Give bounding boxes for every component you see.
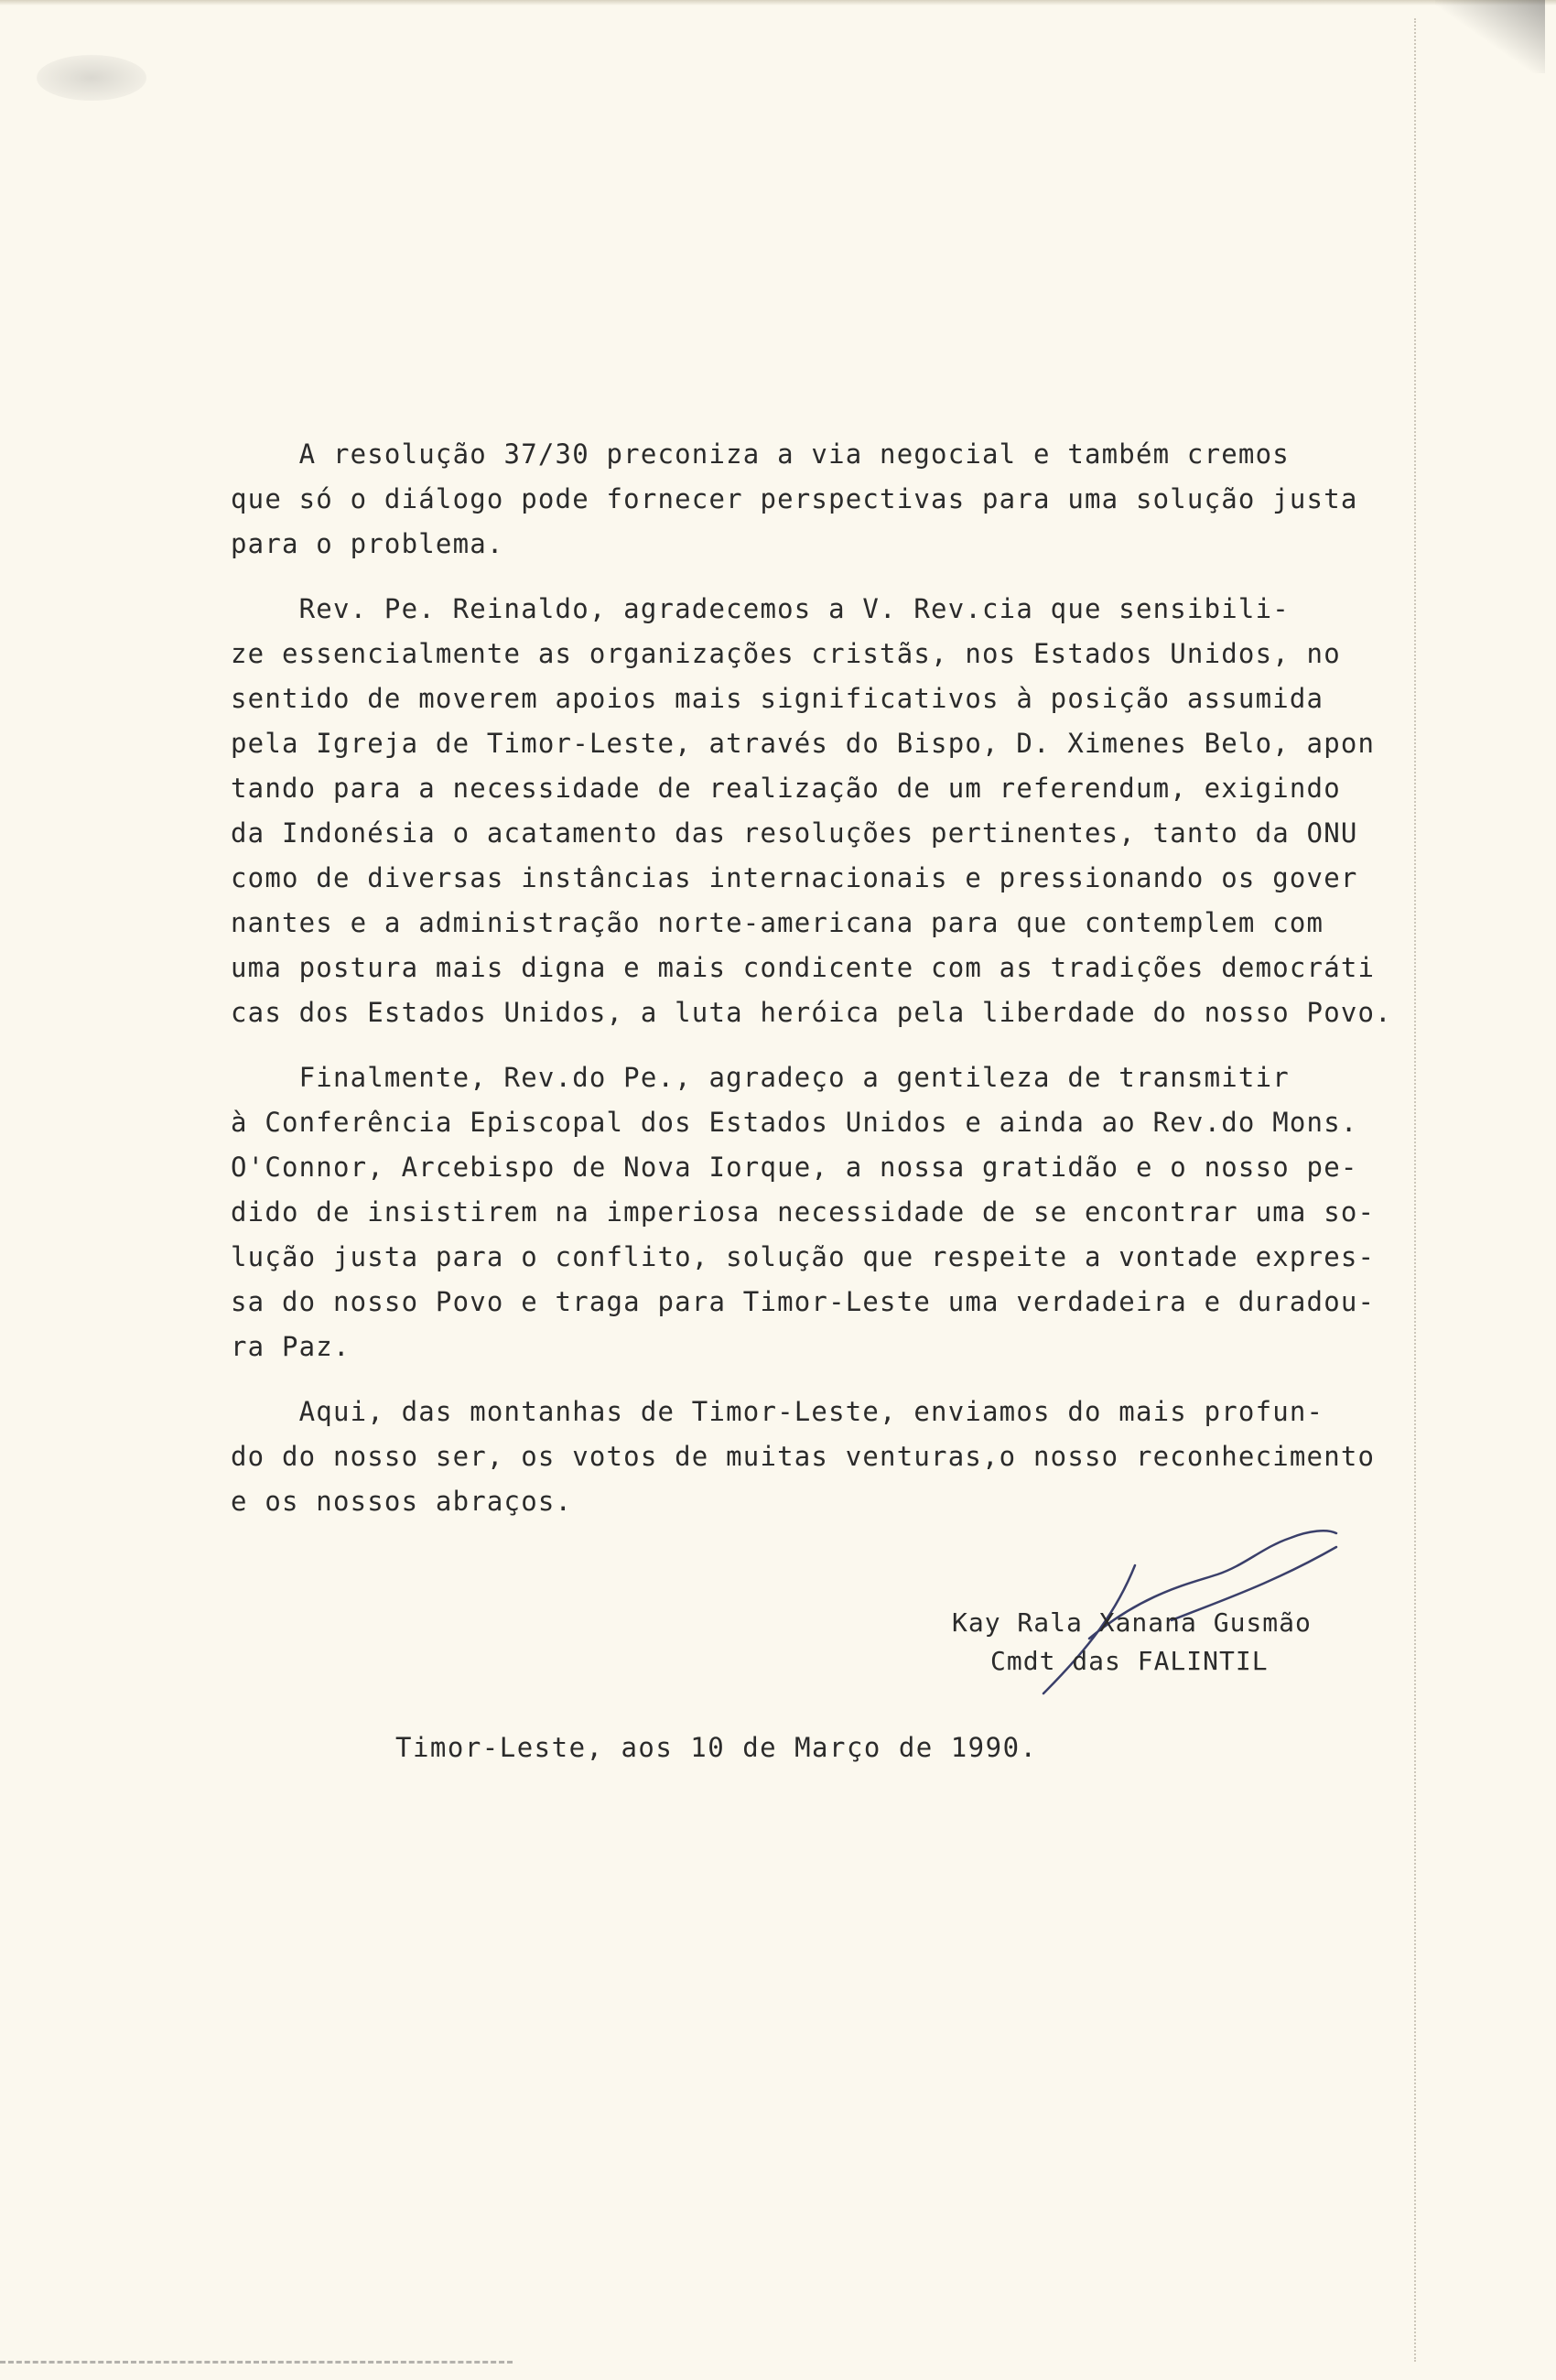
signature-block [952, 1604, 1312, 1681]
text-line: Finalmente, Rev.do Pe., agradeço a gentileza de transmitir [231, 1062, 1290, 1093]
text-line: uma postura mais digna e mais condicente com as tradições democráti [231, 952, 1376, 983]
text-line: à Conferência Episcopal dos Estados Unidos e ainda ao Rev.do Mons. [231, 1107, 1358, 1138]
text-line: Rev. Pe. Reinaldo, agradecemos a V. Rev.cia que sensibili- [231, 593, 1290, 624]
date-line: Timor-Leste, aos 10 de Março de 1990. [395, 1732, 1038, 1763]
text-line: do do nosso ser, os votos de muitas venturas,o nosso reconhecimento [231, 1441, 1376, 1472]
text-line: sa do nosso Povo e traga para Timor-Leste uma verdadeira e duradou- [231, 1286, 1376, 1317]
text-line: tando para a necessidade de realização de um referendum, exigindo [231, 773, 1341, 804]
text-line: dido de insistirem na imperiosa necessidade de se encontrar uma so- [231, 1196, 1376, 1228]
paper-top-edge [0, 0, 1556, 5]
text-line: pela Igreja de Timor-Leste, através do Bispo, D. Ximenes Belo, apon [231, 728, 1376, 759]
signatory-title: Cmdt das FALINTIL [990, 1646, 1269, 1676]
text-line: ra Paz. [231, 1331, 351, 1362]
text-line: que só o diálogo pode fornecer perspectivas para uma solução justa [231, 483, 1358, 514]
text-line: e os nossos abraços. [231, 1486, 573, 1517]
letter-body [231, 432, 1485, 1524]
text-line: para o problema. [231, 528, 504, 559]
paper-corner-shadow [1435, 0, 1545, 73]
text-line: lução justa para o conflito, solução que respeite a vontade expres- [231, 1241, 1376, 1272]
text-line: como de diversas instâncias internacionais e pressionando os gover [231, 862, 1358, 893]
text-line: Aqui, das montanhas de Timor-Leste, enviamos do mais profun- [231, 1396, 1324, 1427]
paragraph-gap [231, 1369, 1485, 1390]
text-line: ze essencialmente as organizações cristãs, nos Estados Unidos, no [231, 638, 1341, 669]
text-line: sentido de moverem apoios mais significativos à posição assumida [231, 683, 1324, 714]
paper-bottom-marks [0, 2361, 513, 2364]
signatory-name: Kay Rala Xanana Gusmão [952, 1607, 1312, 1638]
text-line: nantes e a administração norte-americana para que contemplem com [231, 907, 1324, 938]
text-line: cas dos Estados Unidos, a luta heróica pela liberdade do nosso Povo. [231, 997, 1392, 1028]
paragraph-gap [231, 567, 1485, 587]
text-line: da Indonésia o acatamento das resoluções pertinentes, tanto da ONU [231, 817, 1358, 849]
paper-smudge [37, 55, 146, 101]
paragraph-gap [231, 1035, 1485, 1055]
text-line: A resolução 37/30 preconiza a via negocial e também cremos [231, 438, 1290, 470]
text-line: O'Connor, Arcebispo de Nova Iorque, a nossa gratidão e o nosso pe- [231, 1152, 1358, 1183]
